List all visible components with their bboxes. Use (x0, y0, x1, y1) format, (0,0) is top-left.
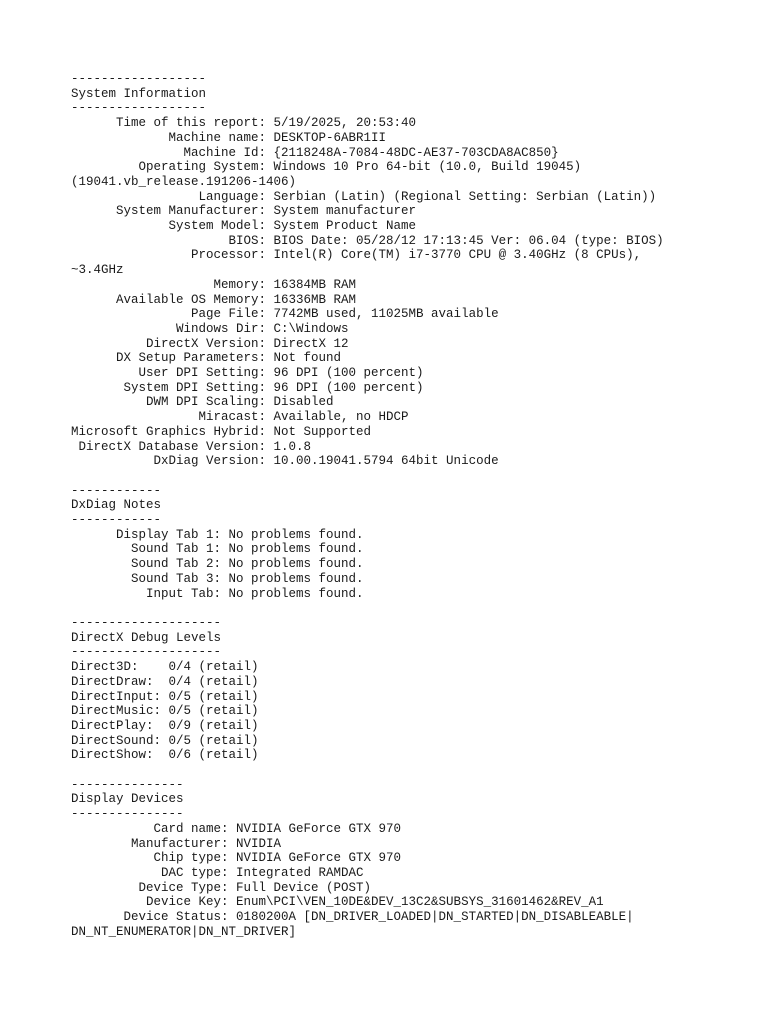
report-line: DxDiag Notes (71, 498, 162, 513)
report-line: Page File: 7742MB used, 11025MB available (71, 307, 499, 322)
report-line: DWM DPI Scaling: Disabled (71, 395, 334, 410)
report-line: --------------- (71, 807, 184, 822)
report-line: DxDiag Version: 10.00.19041.5794 64bit Unicode (71, 454, 499, 469)
report-line: DX Setup Parameters: Not found (71, 351, 342, 366)
report-line: DirectX Version: DirectX 12 (71, 336, 349, 351)
report-line: System Model: System Product Name (71, 219, 417, 234)
report-line: DN_NT_ENUMERATOR|DN_NT_DRIVER] (71, 924, 297, 939)
report-line: Available OS Memory: 16336MB RAM (71, 292, 357, 307)
report-line: Microsoft Graphics Hybrid: Not Supported (71, 424, 372, 439)
report-line: ~3.4GHz (71, 263, 124, 278)
report-line: Machine name: DESKTOP-6ABR1II (71, 130, 387, 145)
report-line: System Information (71, 86, 207, 101)
report-line: --------------- (71, 777, 184, 792)
report-line: DirectDraw: 0/4 (retail) (71, 674, 259, 689)
report-line: Sound Tab 2: No problems found. (71, 557, 364, 572)
report-line: DirectInput: 0/5 (retail) (71, 689, 259, 704)
report-line: ------------------ (71, 101, 207, 116)
report-line: DirectSound: 0/5 (retail) (71, 733, 259, 748)
report-line: Memory: 16384MB RAM (71, 277, 357, 292)
report-line: DirectX Database Version: 1.0.8 (71, 439, 312, 454)
report-line: Device Type: Full Device (POST) (71, 880, 372, 895)
report-line: Device Status: 0180200A [DN_DRIVER_LOADED|DN_STARTED|DN_DISABLEABLE| (71, 910, 634, 925)
report-line: DirectX Debug Levels (71, 630, 222, 645)
report-line: Windows Dir: C:\Windows (71, 321, 349, 336)
report-line: Machine Id: {2118248A-7084-48DC-AE37-703CDA8AC850} (71, 145, 559, 160)
report-line: Chip type: NVIDIA GeForce GTX 970 (71, 851, 402, 866)
report-line: Manufacturer: NVIDIA (71, 836, 282, 851)
report-line: System Manufacturer: System manufacturer (71, 204, 417, 219)
report-line: BIOS: BIOS Date: 05/28/12 17:13:45 Ver: 06.04 (type: BIOS) (71, 233, 664, 248)
dxdiag-report (71, 72, 664, 939)
report-line: Card name: NVIDIA GeForce GTX 970 (71, 821, 402, 836)
report-line: Display Tab 1: No problems found. (71, 527, 364, 542)
report-line: DirectShow: 0/6 (retail) (71, 748, 259, 763)
report-line: Device Key: Enum\PCI\VEN_10DE&DEV_13C2&SUBSYS_31601462&REV_A1 (71, 895, 604, 910)
report-line: Time of this report: 5/19/2025, 20:53:40 (71, 116, 417, 131)
report-line: System DPI Setting: 96 DPI (100 percent) (71, 380, 424, 395)
report-line: Operating System: Windows 10 Pro 64-bit (10.0, Build 19045) (71, 160, 582, 175)
report-line: ------------ (71, 513, 162, 528)
report-line: -------------------- (71, 615, 222, 630)
report-line: Direct3D: 0/4 (retail) (71, 660, 259, 675)
report-line: Display Devices (71, 792, 184, 807)
report-line (71, 469, 664, 484)
report-line: DirectMusic: 0/5 (retail) (71, 704, 259, 719)
report-line: Miracast: Available, no HDCP (71, 410, 409, 425)
report-line (71, 763, 664, 778)
report-line (71, 601, 664, 616)
report-line: DirectPlay: 0/9 (retail) (71, 718, 259, 733)
report-line: Sound Tab 3: No problems found. (71, 571, 364, 586)
report-line: ------------------ (71, 72, 207, 86)
report-line: Processor: Intel(R) Core(TM) i7-3770 CPU @ 3.40GHz (8 CPUs), (71, 248, 642, 263)
report-line: ------------ (71, 483, 162, 498)
report-line: DAC type: Integrated RAMDAC (71, 865, 364, 880)
report-line: User DPI Setting: 96 DPI (100 percent) (71, 366, 424, 381)
report-line: Language: Serbian (Latin) (Regional Setting: Serbian (Latin)) (71, 189, 657, 204)
report-line: -------------------- (71, 645, 222, 660)
report-line: Sound Tab 1: No problems found. (71, 542, 364, 557)
report-line: Input Tab: No problems found. (71, 586, 364, 601)
report-line: (19041.vb_release.191206-1406) (71, 174, 297, 189)
